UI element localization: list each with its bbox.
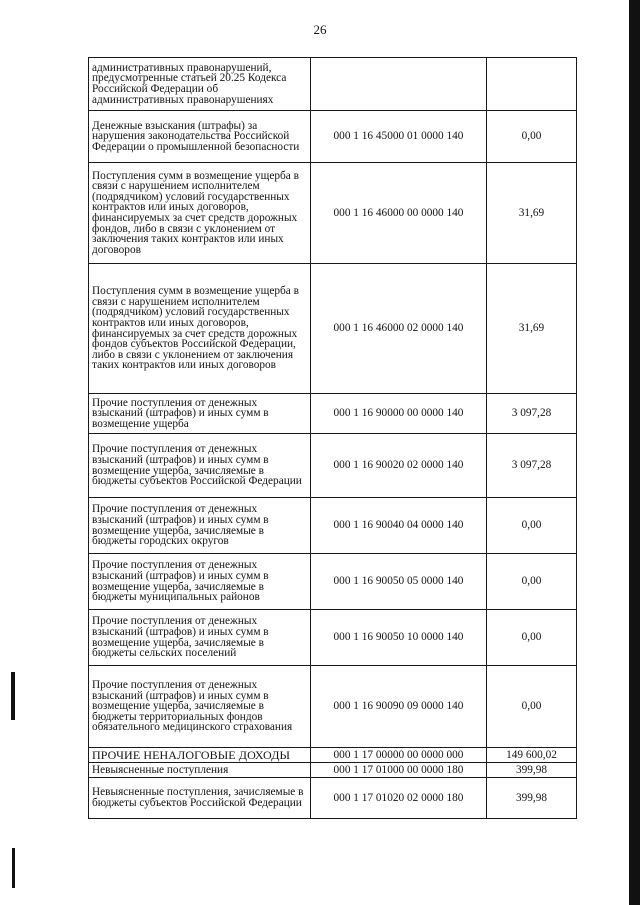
table-row (89, 554, 577, 610)
row-amount: 149 600,02 (487, 748, 577, 763)
row-amount: 399,98 (487, 778, 577, 819)
table-row (89, 498, 577, 554)
row-name: Поступления сумм в возмещение ущерба в связи с нарушением исполнителем (подрядчиком) условий государственных контрактов или иных договоров, финансируемых за счет средств дорожных фондов, либо в связи с уклонением от заключения таких контрактов или иных договоров (89, 163, 311, 264)
row-name: административных правонарушений, предусмотренные статьей 20.25 Кодекса Российской Федерации об административных правонарушениях (89, 58, 311, 111)
row-name: Прочие поступления от денежных взысканий (штрафов) и иных сумм в возмещение ущерба, зачисляемые в бюджеты городских округов (89, 498, 311, 554)
row-code: 000 1 16 45000 01 0000 140 (311, 111, 487, 163)
row-name: Поступления сумм в возмещение ущерба в связи с нарушением исполнителем (подрядчиком) условий государственных контрактов или иных договоров, финансируемых за счет средств дорожных фондов субъектов Российской Федерации, либо в связи с уклонением от заключения таких контрактов или иных договоров (89, 264, 311, 394)
row-code: 000 1 16 46000 02 0000 140 (311, 264, 487, 394)
row-code: 000 1 16 90050 05 0000 140 (311, 554, 487, 610)
scan-artifact-left-upper (11, 672, 15, 720)
row-name: Невыясненные поступления (89, 763, 311, 778)
row-name: Прочие поступления от денежных взысканий (штрафов) и иных сумм в возмещение ущерба (89, 394, 311, 434)
row-amount: 31,69 (487, 264, 577, 394)
row-code: 000 1 16 90090 09 0000 140 (311, 666, 487, 748)
row-name: ПРОЧИЕ НЕНАЛОГОВЫЕ ДОХОДЫ (89, 748, 311, 763)
table-row (89, 748, 577, 763)
row-code: 000 1 16 90050 10 0000 140 (311, 610, 487, 666)
row-code: 000 1 17 00000 00 0000 000 (311, 748, 487, 763)
row-amount: 0,00 (487, 498, 577, 554)
table-row (89, 264, 577, 394)
table-row (89, 763, 577, 778)
table-row (89, 111, 577, 163)
row-name: Прочие поступления от денежных взысканий (штрафов) и иных сумм в возмещение ущерба, зачисляемые в бюджеты субъектов Российской Федерации (89, 434, 311, 498)
row-amount: 0,00 (487, 554, 577, 610)
table-row (89, 778, 577, 819)
row-name: Прочие поступления от денежных взысканий (штрафов) и иных сумм в возмещение ущерба, зачисляемые в бюджеты муниципальных районов (89, 554, 311, 610)
row-code (311, 58, 487, 111)
scan-artifact-left-lower (12, 848, 15, 888)
row-name: Прочие поступления от денежных взысканий (штрафов) и иных сумм в возмещение ущерба, зачисляемые в бюджеты территориальных фондов обязательного медицинского страхования (89, 666, 311, 748)
row-amount: 31,69 (487, 163, 577, 264)
table-row (89, 58, 577, 111)
row-code: 000 1 16 90040 04 0000 140 (311, 498, 487, 554)
row-amount (487, 58, 577, 111)
table-row (89, 394, 577, 434)
row-amount: 0,00 (487, 111, 577, 163)
scan-artifact-right-edge (629, 0, 640, 905)
row-name: Прочие поступления от денежных взысканий (штрафов) и иных сумм в возмещение ущерба, зачисляемые в бюджеты сельских поселений (89, 610, 311, 666)
table-row (89, 666, 577, 748)
row-amount: 399,98 (487, 763, 577, 778)
revenue-table (88, 57, 577, 819)
row-code: 000 1 16 46000 00 0000 140 (311, 163, 487, 264)
table-row (89, 434, 577, 498)
table-row (89, 610, 577, 666)
row-name: Денежные взыскания (штрафы) за нарушения законодательства Российской Федерации о промышленной безопасности (89, 111, 311, 163)
row-code: 000 1 16 90000 00 0000 140 (311, 394, 487, 434)
row-amount: 3 097,28 (487, 434, 577, 498)
row-code: 000 1 17 01020 02 0000 180 (311, 778, 487, 819)
row-code: 000 1 16 90020 02 0000 140 (311, 434, 487, 498)
row-code: 000 1 17 01000 00 0000 180 (311, 763, 487, 778)
row-name: Невыясненные поступления, зачисляемые в бюджеты субъектов Российской Федерации (89, 778, 311, 819)
row-amount: 0,00 (487, 610, 577, 666)
row-amount: 3 097,28 (487, 394, 577, 434)
page-number: 26 (313, 22, 327, 37)
row-amount: 0,00 (487, 666, 577, 748)
table-row (89, 163, 577, 264)
